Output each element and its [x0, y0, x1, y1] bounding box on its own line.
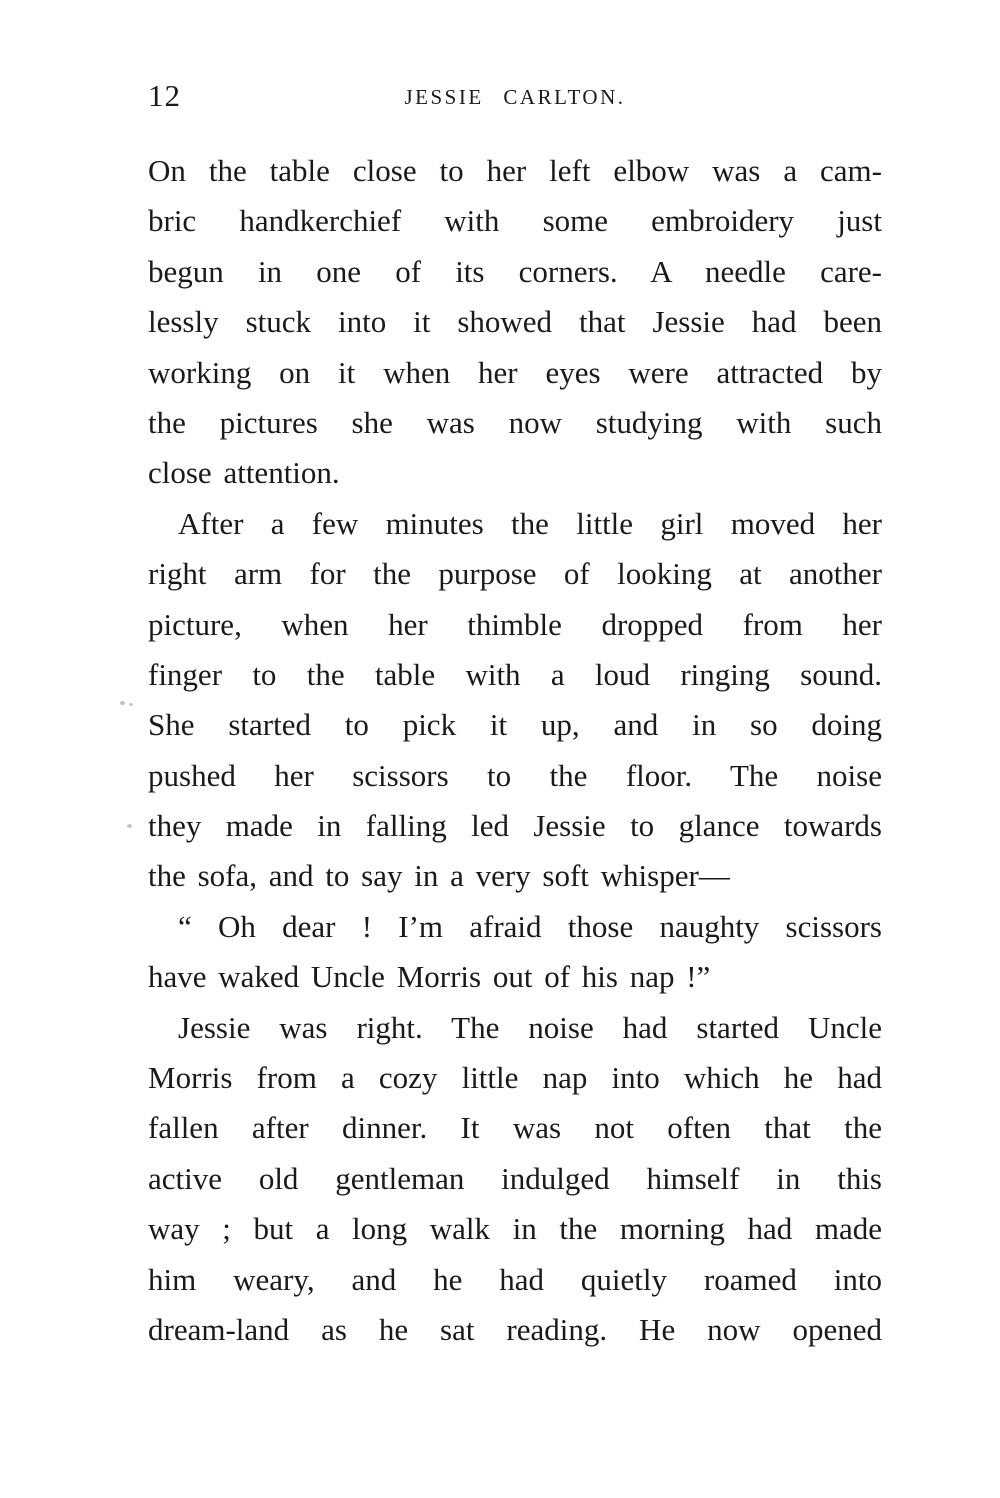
text-line: Jessie was right. The noise had started Uncle	[178, 1009, 882, 1045]
text-line: Morris from a cozy little nap into which he had	[148, 1060, 882, 1096]
text-line: way ; but a long walk in the morning had made	[148, 1211, 882, 1247]
text-line: lessly stuck into it showed that Jessie had been	[148, 304, 882, 340]
text-line: him weary, and he had quietly roamed into	[148, 1261, 882, 1297]
text-line: On the table close to her left elbow was a cam-	[148, 153, 882, 188]
text-line: have waked Uncle Morris out of his nap !”	[148, 959, 711, 995]
text-line: dream-land as he sat reading. He now opened	[148, 1311, 882, 1347]
scan-speck	[120, 701, 125, 705]
text-line: the pictures she was now studying with such	[148, 404, 882, 440]
text-line: active old gentleman indulged himself in this	[148, 1160, 882, 1196]
text-line: “ Oh dear ! I’m afraid those naughty scissors	[178, 908, 882, 944]
text-line: finger to the table with a loud ringing sound.	[148, 656, 882, 692]
text-line: After a few minutes the little girl moved her	[178, 505, 882, 541]
text-line: the sofa, and to say in a very soft whisper—	[148, 858, 730, 894]
page-number: 12	[148, 78, 181, 113]
text-line: pushed her scissors to the floor. The noise	[148, 757, 882, 793]
page-header	[148, 78, 882, 122]
text-line: fallen after dinner. It was not often that the	[148, 1110, 882, 1146]
text-line: close attention.	[148, 455, 340, 491]
body-text	[148, 146, 882, 1355]
text-line: She started to pick it up, and in so doing	[148, 707, 882, 743]
text-line: they made in falling led Jessie to glance towards	[148, 808, 882, 844]
text-line: working on it when her eyes were attracted by	[148, 354, 882, 390]
text-line: bric handkerchief with some embroidery just	[148, 203, 882, 239]
text-line: picture, when her thimble dropped from her	[148, 606, 882, 642]
scan-speck	[127, 824, 132, 828]
text-line: right arm for the purpose of looking at another	[148, 556, 882, 592]
scan-speck	[129, 703, 133, 706]
running-head: JESSIE CARLTON.	[404, 85, 626, 109]
text-line: begun in one of its corners. A needle care-	[148, 253, 882, 289]
